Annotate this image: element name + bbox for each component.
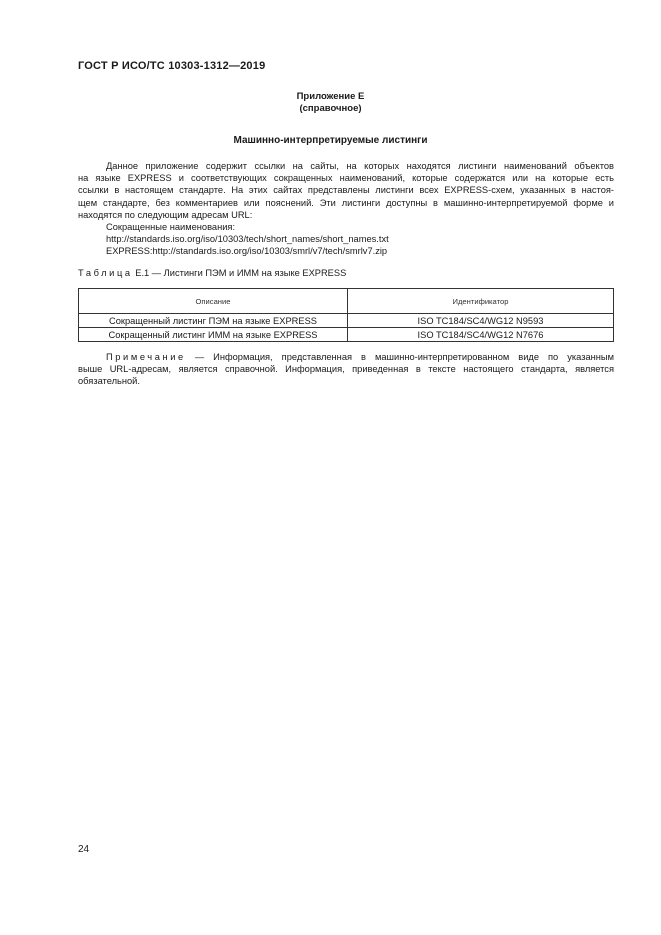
table-caption-text: Е.1 — Листинги ПЭМ и ИММ на языке EXPRESS: [132, 268, 347, 278]
table-cell-identifier: ISO TC184/SC4/WG12 N9593: [348, 314, 614, 328]
column-header-description: Описание: [79, 289, 348, 314]
intro-paragraph: [78, 160, 614, 221]
note-label: Примечание: [106, 352, 186, 362]
intro-line-1: Данное приложение содержит ссылки на сайты, на которых находятся листинги наименований объектов: [106, 161, 614, 171]
intro-line-5: находятся по следующим адресам URL:: [78, 209, 253, 220]
page-number: 24: [78, 844, 90, 855]
section-title: Машинно-интерпретируемые листинги: [233, 135, 428, 146]
column-header-identifier: Идентификатор: [348, 289, 614, 314]
table-cell-description: Сокращенный листинг ПЭМ на языке EXPRESS: [79, 314, 348, 328]
table-cell-identifier: ISO TC184/SC4/WG12 N7676: [348, 328, 614, 342]
table-cell-description: Сокращенный листинг ИММ на языке EXPRESS: [79, 328, 348, 342]
table-row: [79, 328, 614, 342]
short-names-label: Сокращенные наименования:: [106, 222, 236, 232]
intro-line-4: щем стандарте, без комментариев или пояснений. Эти листинги доступны в машинно-интерпретируемой форме и: [78, 197, 614, 208]
table-header-row: [79, 289, 614, 314]
intro-line-3: ссылки в настоящем стандарте. На этих сайтах представлены листинги всех EXPRESS-схем, указанных в настоя-: [78, 185, 614, 196]
annex-title: Приложение Е: [296, 91, 365, 102]
url-list: [106, 221, 389, 258]
express-url: EXPRESS:http://standards.iso.org/iso/10303/smrl/v7/tech/smrlv7.zip: [106, 246, 388, 257]
table-caption: [78, 268, 346, 278]
short-names-url: http://standards.iso.org/iso/10303/tech/short_names/short_names.txt: [106, 234, 389, 245]
note-paragraph: [78, 351, 614, 388]
note-text: — Информация, представленная в машинно-интерпретированном виде по указанным: [185, 352, 614, 362]
listings-table: [78, 288, 614, 342]
note-line-1: [78, 351, 614, 363]
standard-designation: ГОСТ Р ИСО/ТС 10303-1312—2019: [78, 60, 266, 72]
intro-line-2: на языке EXPRESS и соответствующих сокращенных наименований, которые содержатся или на которые есть: [78, 173, 614, 184]
note-line-2: выше URL-адресам, является справочной. Информация, приведенная в тексте настоящего стандарта, является: [78, 364, 614, 375]
annex-status: (справочное): [299, 103, 362, 114]
table-row: [79, 314, 614, 328]
note-line-3: обязательной.: [78, 376, 140, 387]
table-caption-label: Таблица: [78, 268, 133, 278]
